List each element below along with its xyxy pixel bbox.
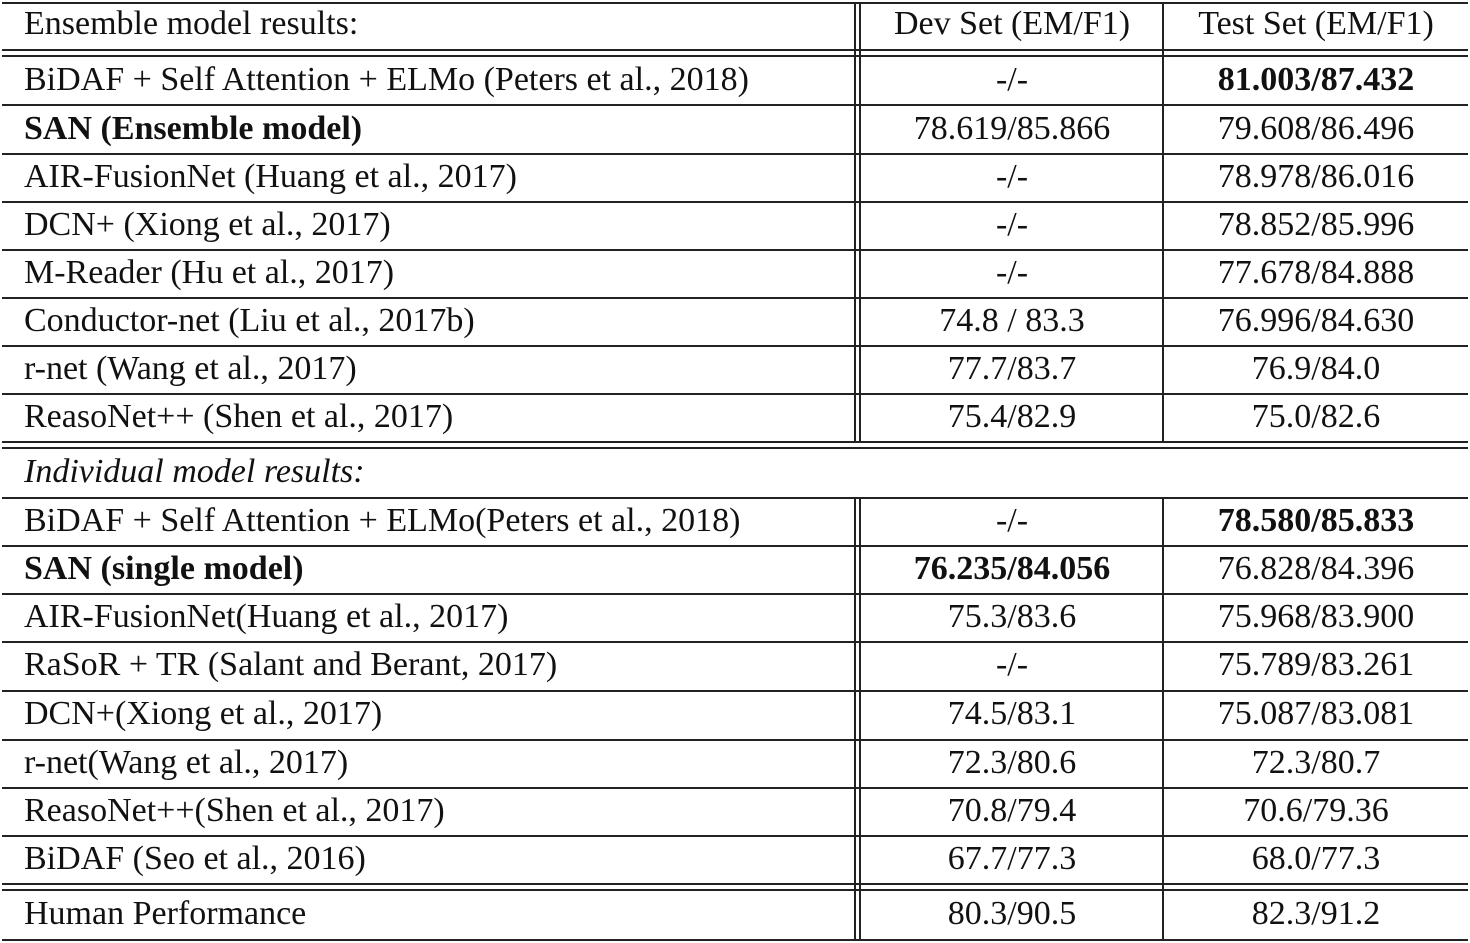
individual-test: 76.828/84.396 [1217,550,1415,587]
individual-dev: 72.3/80.6 [947,744,1077,781]
individual-model: RaSoR + TR (Salant and Berant, 2017) [24,646,558,683]
ensemble-model: M-Reader (Hu et al., 2017) [24,254,395,291]
ensemble-model: BiDAF + Self Attention + ELMo (Peters et al., 2018) [24,61,749,98]
individual-test: 72.3/80.7 [1251,744,1381,781]
vline-double-a [854,2,856,441]
ensemble-model: ReasoNet++ (Shen et al., 2017) [24,398,454,435]
individual-model: r-net(Wang et al., 2017) [24,744,349,781]
vline-double-b [859,497,861,939]
rule-section-1 [2,441,1468,443]
ensemble-test: 75.0/82.6 [1251,398,1381,435]
individual-dev: 70.8/79.4 [947,792,1077,829]
individual-test: 68.0/77.3 [1251,840,1381,877]
ensemble-dev: -/- [995,61,1029,98]
ensemble-test: 76.996/84.630 [1217,302,1415,339]
ensemble-test: 78.978/86.016 [1217,158,1415,195]
individual-test: 75.087/83.081 [1217,695,1415,732]
individual-dev: 75.3/83.6 [947,598,1077,635]
ensemble-test: 76.9/84.0 [1251,350,1381,387]
individual-model: ReasoNet++(Shen et al., 2017) [24,792,445,829]
ensemble-dev: -/- [995,206,1029,243]
individual-section-label: Individual model results: [24,453,365,490]
ensemble-test: 79.608/86.496 [1217,110,1415,147]
individual-model: SAN (single model) [24,550,304,587]
individual-dev: -/- [995,502,1029,539]
individual-dev: 67.7/77.3 [947,840,1077,877]
individual-dev: 76.235/84.056 [913,550,1111,587]
individual-test: 70.6/79.36 [1243,792,1389,829]
rule-header-1 [2,49,1468,51]
ensemble-test: 77.678/84.888 [1217,254,1415,291]
ensemble-dev: 75.4/82.9 [947,398,1077,435]
header-test-set: Test Set (EM/F1) [1198,5,1434,42]
individual-model: BiDAF (Seo et al., 2016) [24,840,366,877]
individual-model: BiDAF + Self Attention + ELMo(Peters et al., 2018) [24,502,741,539]
ensemble-dev: 77.7/83.7 [947,350,1077,387]
ensemble-dev: -/- [995,254,1029,291]
human-test: 82.3/91.2 [1251,895,1381,932]
ensemble-model: r-net (Wang et al., 2017) [24,350,357,387]
human-performance-label: Human Performance [24,895,307,932]
individual-test: 75.789/83.261 [1217,646,1415,683]
rule-human-1 [2,883,1468,885]
ensemble-model: Conductor-net (Liu et al., 2017b) [24,302,475,339]
vline-double-a [854,497,856,939]
ensemble-test: 81.003/87.432 [1217,61,1415,98]
individual-dev: 74.5/83.1 [947,695,1077,732]
ensemble-test: 78.852/85.996 [1217,206,1415,243]
human-dev: 80.3/90.5 [947,895,1077,932]
ensemble-dev: 74.8 / 83.3 [939,302,1085,339]
ensemble-model: SAN (Ensemble model) [24,110,363,147]
ensemble-model: DCN+ (Xiong et al., 2017) [24,206,391,243]
individual-dev: -/- [995,646,1029,683]
vline-double-b [859,2,861,441]
rule-bottom [2,939,1468,941]
ensemble-dev: 78.619/85.866 [913,110,1111,147]
individual-model: DCN+(Xiong et al., 2017) [24,695,383,732]
individual-test: 78.580/85.833 [1217,502,1415,539]
ensemble-dev: -/- [995,158,1029,195]
header-dev-set: Dev Set (EM/F1) [893,5,1131,42]
ensemble-model: AIR-FusionNet (Huang et al., 2017) [24,158,517,195]
individual-test: 75.968/83.900 [1217,598,1415,635]
header-ensemble-label: Ensemble model results: [24,5,359,42]
individual-model: AIR-FusionNet(Huang et al., 2017) [24,598,509,635]
